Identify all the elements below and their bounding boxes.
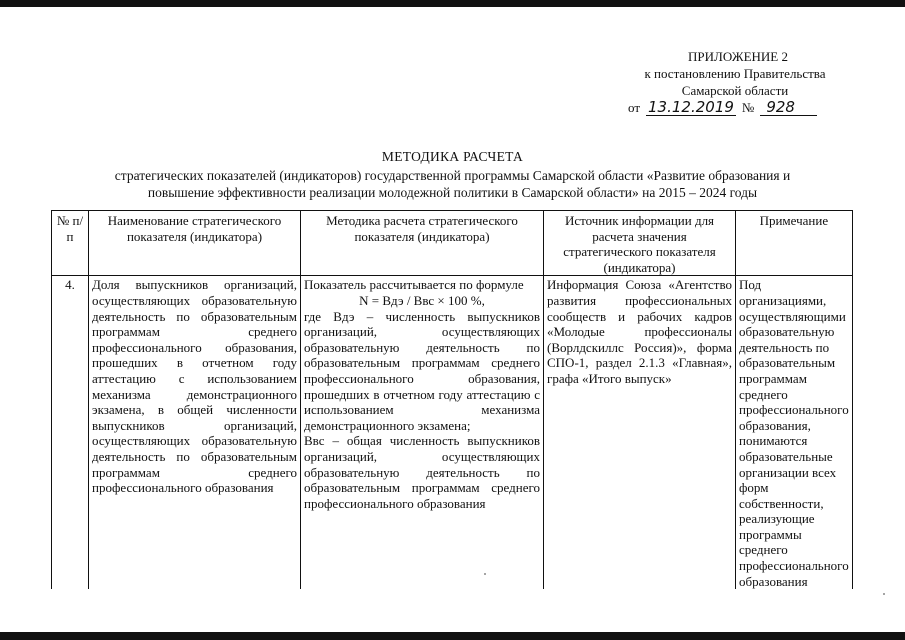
row-method xyxy=(301,276,544,589)
method-where: где Bдэ – численность выпускников организаций, осуществляющих образовательную деятельность по образовательным программам среднего профессионального образования, прошедших в отчетном году аттестацию с использованием механизма демонстрационного экзамена; xyxy=(304,308,540,433)
row-note: Под организациями, осуществляющими образовательную деятельность по образовательным программам среднего профессионального образования, понимаются образовательные организации всех форм собственности, реализующие программы среднего профессионального образования xyxy=(736,276,853,589)
method-total: Bвс – общая численность выпускников организаций, осуществляющих образовательную деятельность по образовательным программам среднего профессионального образования xyxy=(304,433,540,511)
document-title: МЕТОДИКА РАСЧЕТА xyxy=(381,149,524,164)
header-source: Источник информации для расчета значения стратегического показателя (индикатора) xyxy=(544,211,736,276)
appendix-line-2: Самарской области xyxy=(681,83,789,98)
scan-speck xyxy=(883,593,885,595)
row-source: Информация Союза «Агентство развития профессиональных сообществ и рабочих кадров «Молодые профессионалы (Ворлдскиллс Россия)», форма СПО-1, раздел 2.1.3 «Главная», графа «Итого выпуск» xyxy=(544,276,736,589)
row-number: 4. xyxy=(52,276,89,589)
number-prefix: № xyxy=(741,100,755,115)
document-subtitle-1: стратегических показателей (индикаторов) государственной программы Самарской области «Развитие образования и xyxy=(114,168,791,183)
row-indicator-name: Доля выпускников организаций, осуществляющих образовательную деятельность по образовательным программам среднего профессионального образования, прошедших в отчетном году аттестацию с использованием механизма демонстрационного экзамена, в общей численности выпускников организаций, осуществляющих образовательную деятельность по образовательным программам среднего профессионального образования xyxy=(89,276,301,589)
method-formula: N = Bдэ / Bвс × 100 %, xyxy=(359,292,485,308)
table-header-row xyxy=(52,211,853,276)
appendix-date-line xyxy=(620,99,850,116)
method-intro: Показатель рассчитывается по формуле xyxy=(304,277,524,293)
appendix-line-1: к постановлению Правительства xyxy=(644,66,826,81)
indicators-table xyxy=(51,210,853,589)
document-subtitle-2: повышение эффективности реализации молодежной политики в Самарской области» на 2015 – 2024 годы xyxy=(147,185,758,200)
bottom-border xyxy=(0,632,905,640)
date-prefix: от xyxy=(628,100,641,115)
header-number: № п/п xyxy=(52,211,89,276)
header-note: Примечание xyxy=(736,211,853,276)
header-indicator-name: Наименование стратегического показателя (индикатора) xyxy=(89,211,301,276)
appendix-block xyxy=(620,48,850,116)
header-method: Методика расчета стратегического показателя (индикатора) xyxy=(301,211,544,276)
handwritten-number: 928 xyxy=(760,99,817,116)
handwritten-date: 13.12.2019 xyxy=(648,98,734,116)
document-heading xyxy=(0,148,905,201)
appendix-title: ПРИЛОЖЕНИЕ 2 xyxy=(688,49,788,64)
scan-speck xyxy=(484,573,486,575)
table-row xyxy=(52,276,853,589)
top-border xyxy=(0,0,905,7)
